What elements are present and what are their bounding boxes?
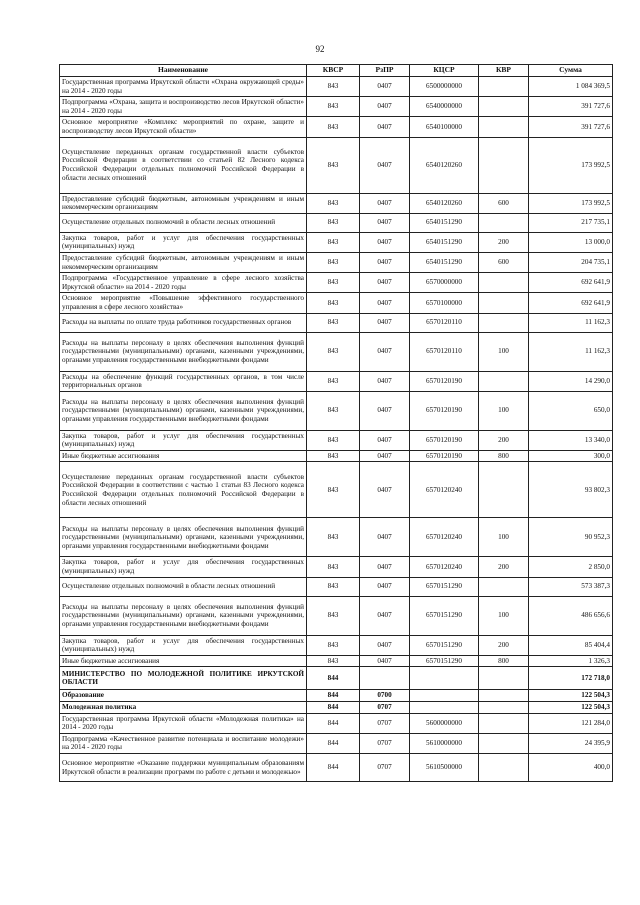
cell-sum: 93 802,3 <box>529 462 613 518</box>
cell-kcsr: 6570120190 <box>410 430 479 450</box>
cell-rzpr: 0407 <box>360 596 410 635</box>
cell-name: Основное мероприятие «Оказание поддержки муниципальным образованиям Иркутской области в реализации программ по работе с детьми и молодежью» <box>60 754 307 782</box>
cell-kvr <box>479 273 529 293</box>
table-row <box>60 313 613 332</box>
cell-kcsr: 6540000000 <box>410 97 479 117</box>
cell-kvr <box>479 371 529 391</box>
table-row <box>60 273 613 293</box>
cell-kvsr: 843 <box>307 313 360 332</box>
cell-rzpr: 0707 <box>360 754 410 782</box>
cell-kvsr: 843 <box>307 273 360 293</box>
cell-rzpr: 0407 <box>360 391 410 430</box>
cell-name: Государственная программа Иркутской области «Охрана окружающей среды» на 2014 - 2020 годы <box>60 77 307 97</box>
cell-name: Закупка товаров, работ и услуг для обеспечения государственных (муниципальных) нужд <box>60 430 307 450</box>
cell-kcsr: 6540151290 <box>410 232 479 252</box>
cell-name: Образование <box>60 690 307 702</box>
cell-kvr <box>479 713 529 733</box>
cell-kcsr: 6570100000 <box>410 293 479 313</box>
cell-kcsr: 6570120190 <box>410 450 479 462</box>
cell-rzpr: 0407 <box>360 232 410 252</box>
cell-kcsr: 6570120110 <box>410 332 479 371</box>
cell-kvr <box>479 667 529 690</box>
cell-kvr <box>479 702 529 714</box>
col-header-sum: Сумма <box>529 65 613 77</box>
cell-sum: 173 992,5 <box>529 193 613 213</box>
cell-kvr: 100 <box>479 332 529 371</box>
cell-sum: 90 952,3 <box>529 518 613 557</box>
cell-kvsr: 843 <box>307 77 360 97</box>
cell-sum: 172 718,0 <box>529 667 613 690</box>
cell-rzpr: 0407 <box>360 193 410 213</box>
table-row <box>60 733 613 753</box>
cell-kcsr: 6540120260 <box>410 193 479 213</box>
cell-sum: 122 504,3 <box>529 690 613 702</box>
cell-rzpr: 0407 <box>360 332 410 371</box>
cell-kvr <box>479 97 529 117</box>
cell-sum: 486 656,6 <box>529 596 613 635</box>
cell-kcsr: 6570120240 <box>410 557 479 577</box>
cell-kvsr: 843 <box>307 117 360 137</box>
cell-kvr: 200 <box>479 430 529 450</box>
cell-rzpr: 0707 <box>360 713 410 733</box>
table-row <box>60 232 613 252</box>
table-body <box>60 77 613 782</box>
cell-kvr: 100 <box>479 596 529 635</box>
cell-rzpr: 0407 <box>360 293 410 313</box>
cell-rzpr: 0407 <box>360 252 410 272</box>
cell-rzpr: 0407 <box>360 557 410 577</box>
table-row <box>60 754 613 782</box>
cell-name: Иные бюджетные ассигнования <box>60 655 307 667</box>
cell-rzpr: 0407 <box>360 462 410 518</box>
cell-sum: 14 290,0 <box>529 371 613 391</box>
cell-name: Предоставление субсидий бюджетным, автономным учреждениям и иным некоммерческим организациям <box>60 252 307 272</box>
table-row <box>60 430 613 450</box>
cell-sum: 692 641,9 <box>529 273 613 293</box>
cell-rzpr: 0407 <box>360 450 410 462</box>
cell-kvsr: 843 <box>307 596 360 635</box>
cell-kcsr: 6570151290 <box>410 635 479 655</box>
cell-name: Осуществление отдельных полномочий в области лесных отношений <box>60 213 307 232</box>
table-row <box>60 690 613 702</box>
cell-kvr: 800 <box>479 655 529 667</box>
table-row <box>60 193 613 213</box>
page-number: 92 <box>315 44 325 54</box>
cell-sum: 391 727,6 <box>529 97 613 117</box>
cell-kcsr: 6570000000 <box>410 273 479 293</box>
cell-kvr <box>479 754 529 782</box>
cell-kvr <box>479 690 529 702</box>
cell-sum: 217 735,1 <box>529 213 613 232</box>
table-row <box>60 702 613 714</box>
cell-kcsr: 5610000000 <box>410 733 479 753</box>
cell-name: Основное мероприятие «Повышение эффективного государственного управления в сфере лесного хозяйства» <box>60 293 307 313</box>
cell-kcsr: 6570120190 <box>410 391 479 430</box>
cell-name: Расходы на выплаты по оплате труда работников государственных органов <box>60 313 307 332</box>
cell-name: Расходы на выплаты персоналу в целях обеспечения выполнения функций государственными (муниципальными) органами, казенными учреждениями, органами управления государственными внебюджетными фондами <box>60 518 307 557</box>
cell-rzpr <box>360 667 410 690</box>
cell-sum: 400,0 <box>529 754 613 782</box>
table-row <box>60 252 613 272</box>
cell-sum: 173 992,5 <box>529 137 613 193</box>
cell-kvsr: 843 <box>307 391 360 430</box>
cell-kvsr: 843 <box>307 450 360 462</box>
cell-kvr <box>479 462 529 518</box>
cell-sum: 692 641,9 <box>529 293 613 313</box>
cell-rzpr: 0407 <box>360 117 410 137</box>
table-row <box>60 577 613 596</box>
cell-kvr <box>479 733 529 753</box>
cell-kvr <box>479 117 529 137</box>
cell-kcsr: 6540151290 <box>410 252 479 272</box>
cell-kcsr: 6540100000 <box>410 117 479 137</box>
table-row <box>60 391 613 430</box>
cell-rzpr: 0707 <box>360 733 410 753</box>
cell-rzpr: 0707 <box>360 702 410 714</box>
cell-kcsr: 6540151290 <box>410 213 479 232</box>
cell-rzpr: 0407 <box>360 213 410 232</box>
cell-name: Закупка товаров, работ и услуг для обеспечения государственных (муниципальных) нужд <box>60 557 307 577</box>
cell-kvsr: 843 <box>307 371 360 391</box>
cell-rzpr: 0407 <box>360 371 410 391</box>
cell-name: Государственная программа Иркутской области «Молодежная политика» на 2014 - 2020 годы <box>60 713 307 733</box>
cell-kvr: 200 <box>479 232 529 252</box>
cell-name: Расходы на выплаты персоналу в целях обеспечения выполнения функций государственными (муниципальными) органами, казенными учреждениями, органами управления государственными внебюджетными фондами <box>60 391 307 430</box>
cell-kcsr: 5610500000 <box>410 754 479 782</box>
table-row <box>60 371 613 391</box>
cell-sum: 24 395,9 <box>529 733 613 753</box>
cell-kcsr <box>410 690 479 702</box>
cell-name: Осуществление отдельных полномочий в области лесных отношений <box>60 577 307 596</box>
cell-kcsr: 6570151290 <box>410 577 479 596</box>
cell-kvsr: 843 <box>307 332 360 371</box>
cell-rzpr: 0407 <box>360 577 410 596</box>
cell-kcsr: 6570120190 <box>410 371 479 391</box>
cell-sum: 13 000,0 <box>529 232 613 252</box>
cell-kvr: 800 <box>479 450 529 462</box>
cell-sum: 300,0 <box>529 450 613 462</box>
cell-name: Закупка товаров, работ и услуг для обеспечения государственных (муниципальных) нужд <box>60 232 307 252</box>
cell-kvsr: 843 <box>307 252 360 272</box>
cell-kvr: 200 <box>479 557 529 577</box>
table-row <box>60 462 613 518</box>
cell-kvr: 200 <box>479 635 529 655</box>
cell-sum: 2 850,0 <box>529 557 613 577</box>
cell-name: Осуществление переданных органам государственной власти субъектов Российской Федерации в соответствии с частью 1 статьи 83 Лесного кодекса Российской Федерации отдельных полномочий Российской Федерации в области лесных отношений <box>60 462 307 518</box>
cell-kvsr: 843 <box>307 577 360 596</box>
cell-sum: 11 162,3 <box>529 313 613 332</box>
cell-kcsr <box>410 667 479 690</box>
cell-kvsr: 843 <box>307 430 360 450</box>
cell-kcsr <box>410 702 479 714</box>
cell-kcsr: 6500000000 <box>410 77 479 97</box>
cell-kvr: 100 <box>479 518 529 557</box>
cell-rzpr: 0407 <box>360 273 410 293</box>
table-row <box>60 97 613 117</box>
cell-kvsr: 844 <box>307 667 360 690</box>
table-row <box>60 137 613 193</box>
cell-sum: 391 727,6 <box>529 117 613 137</box>
table-row <box>60 596 613 635</box>
table-row <box>60 557 613 577</box>
cell-sum: 573 387,3 <box>529 577 613 596</box>
cell-sum: 122 504,3 <box>529 702 613 714</box>
cell-kcsr: 5600000000 <box>410 713 479 733</box>
col-header-kvr: КВР <box>479 65 529 77</box>
cell-name: Подпрограмма «Качественное развитие потенциала и воспитание молодежи» на 2014 - 2020 годы <box>60 733 307 753</box>
cell-kvsr: 843 <box>307 232 360 252</box>
cell-kvr: 100 <box>479 391 529 430</box>
cell-kvsr: 843 <box>307 655 360 667</box>
cell-kvr: 600 <box>479 252 529 272</box>
cell-rzpr: 0407 <box>360 97 410 117</box>
cell-name: Подпрограмма «Охрана, защита и воспроизводство лесов Иркутской области» на 2014 - 2020 годы <box>60 97 307 117</box>
cell-kvsr: 843 <box>307 518 360 557</box>
cell-kvsr: 843 <box>307 97 360 117</box>
table-row <box>60 655 613 667</box>
cell-kvr <box>479 577 529 596</box>
table-header-row <box>60 65 613 77</box>
cell-sum: 121 284,0 <box>529 713 613 733</box>
table-row <box>60 518 613 557</box>
cell-name: Расходы на обеспечение функций государственных органов, в том числе территориальных органов <box>60 371 307 391</box>
table-row <box>60 332 613 371</box>
cell-name: Расходы на выплаты персоналу в целях обеспечения выполнения функций государственными (муниципальными) органами, казенными учреждениями, органами управления государственными внебюджетными фондами <box>60 332 307 371</box>
cell-kcsr: 6570151290 <box>410 596 479 635</box>
cell-kcsr: 6570120240 <box>410 518 479 557</box>
cell-rzpr: 0407 <box>360 518 410 557</box>
cell-kvsr: 843 <box>307 213 360 232</box>
cell-kvsr: 844 <box>307 754 360 782</box>
budget-table <box>59 64 613 782</box>
table-row <box>60 450 613 462</box>
cell-name: Расходы на выплаты персоналу в целях обеспечения выполнения функций государственными (муниципальными) органами, казенными учреждениями, органами управления государственными внебюджетными фондами <box>60 596 307 635</box>
cell-rzpr: 0700 <box>360 690 410 702</box>
cell-kcsr: 6540120260 <box>410 137 479 193</box>
col-header-kcsr: КЦСР <box>410 65 479 77</box>
cell-rzpr: 0407 <box>360 137 410 193</box>
cell-name: Иные бюджетные ассигнования <box>60 450 307 462</box>
cell-sum: 85 404,4 <box>529 635 613 655</box>
cell-name: Закупка товаров, работ и услуг для обеспечения государственных (муниципальных) нужд <box>60 635 307 655</box>
table-row <box>60 213 613 232</box>
cell-kvsr: 844 <box>307 690 360 702</box>
cell-kvr: 600 <box>479 193 529 213</box>
cell-rzpr: 0407 <box>360 313 410 332</box>
cell-name: Молодежная политика <box>60 702 307 714</box>
cell-rzpr: 0407 <box>360 635 410 655</box>
cell-sum: 650,0 <box>529 391 613 430</box>
cell-kvsr: 843 <box>307 137 360 193</box>
cell-kvr <box>479 213 529 232</box>
cell-name: Предоставление субсидий бюджетным, автономным учреждениям и иным некоммерческим организациям <box>60 193 307 213</box>
cell-kvsr: 843 <box>307 462 360 518</box>
cell-rzpr: 0407 <box>360 430 410 450</box>
cell-kvr <box>479 77 529 97</box>
cell-kvsr: 843 <box>307 293 360 313</box>
cell-kcsr: 6570120110 <box>410 313 479 332</box>
cell-kvsr: 844 <box>307 733 360 753</box>
cell-kvsr: 843 <box>307 635 360 655</box>
col-header-kvsr: КВСР <box>307 65 360 77</box>
table-row <box>60 667 613 690</box>
table-row <box>60 77 613 97</box>
cell-rzpr: 0407 <box>360 655 410 667</box>
table-row <box>60 293 613 313</box>
col-header-rzpr: РзПР <box>360 65 410 77</box>
table-row <box>60 713 613 733</box>
cell-kvr <box>479 137 529 193</box>
cell-kvr <box>479 313 529 332</box>
col-header-name: Наименование <box>60 65 307 77</box>
cell-kvsr: 843 <box>307 557 360 577</box>
cell-kvsr: 843 <box>307 193 360 213</box>
table-row <box>60 117 613 137</box>
table-row <box>60 635 613 655</box>
cell-sum: 13 340,0 <box>529 430 613 450</box>
cell-sum: 1 084 369,5 <box>529 77 613 97</box>
cell-kvsr: 844 <box>307 702 360 714</box>
cell-kvr <box>479 293 529 313</box>
cell-rzpr: 0407 <box>360 77 410 97</box>
cell-name: МИНИСТЕРСТВО ПО МОЛОДЕЖНОЙ ПОЛИТИКЕ ИРКУТСКОЙ ОБЛАСТИ <box>60 667 307 690</box>
cell-name: Осуществление переданных органам государственной власти субъектов Российской Федерации в соответствии со статьей 82 Лесного кодекса Российской Федерации отдельных полномочий Российской Федерации в области лесных отношений <box>60 137 307 193</box>
cell-kvsr: 844 <box>307 713 360 733</box>
cell-name: Основное мероприятие «Комплекс мероприятий по охране, защите и воспроизводству лесов Иркутской области» <box>60 117 307 137</box>
cell-kcsr: 6570120240 <box>410 462 479 518</box>
cell-kcsr: 6570151290 <box>410 655 479 667</box>
cell-sum: 1 326,3 <box>529 655 613 667</box>
cell-name: Подпрограмма «Государственное управление в сфере лесного хозяйства Иркутской области» на 2014 - 2020 годы <box>60 273 307 293</box>
cell-sum: 11 162,3 <box>529 332 613 371</box>
cell-sum: 204 735,1 <box>529 252 613 272</box>
